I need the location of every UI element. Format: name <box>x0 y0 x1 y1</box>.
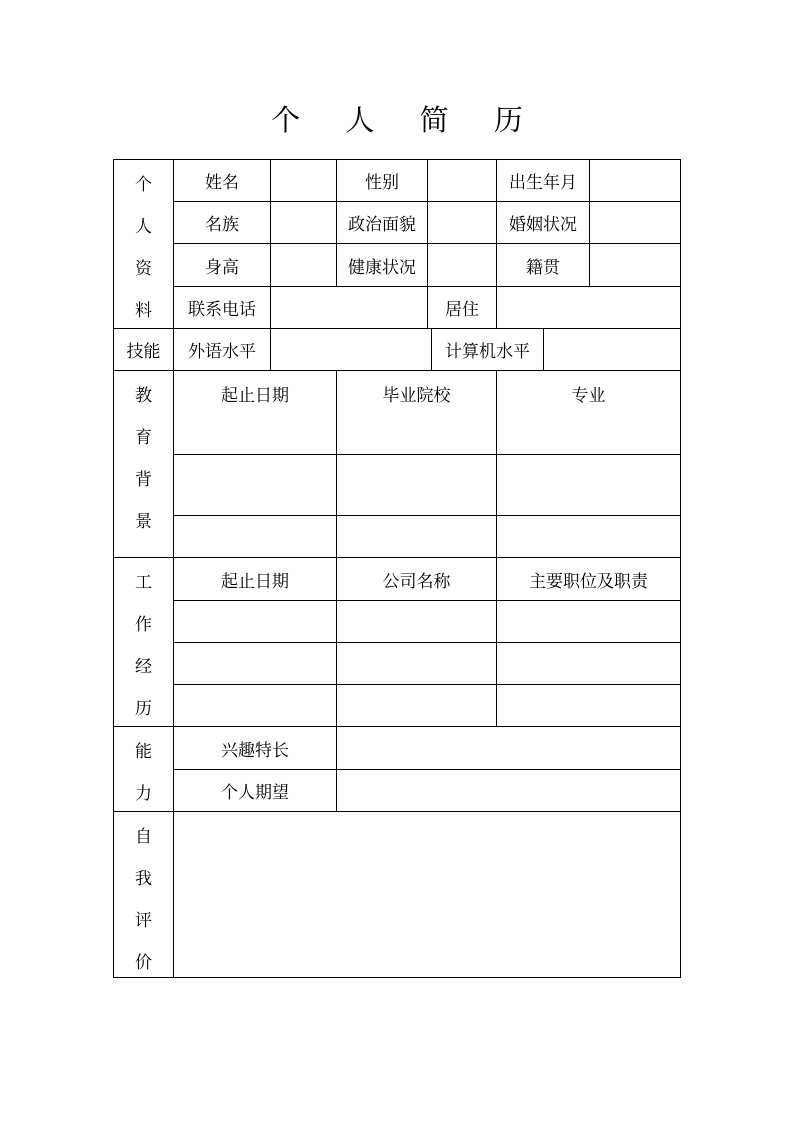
edu-cell[interactable] <box>496 515 681 558</box>
health-label: 健康状况 <box>336 243 428 287</box>
computer-label: 计算机水平 <box>431 328 544 371</box>
work-cell[interactable] <box>496 642 681 685</box>
edu-cell[interactable] <box>336 515 497 558</box>
edu-major-header: 专业 <box>496 370 681 455</box>
char: 力 <box>135 784 152 804</box>
height-label: 身高 <box>173 243 271 287</box>
char: 评 <box>135 911 152 931</box>
marital-label: 婚姻状况 <box>496 201 590 244</box>
edu-cell[interactable] <box>173 515 337 558</box>
work-position-header: 主要职位及职责 <box>496 557 681 601</box>
marital-field[interactable] <box>589 201 681 244</box>
char: 作 <box>135 615 152 635</box>
work-section-label <box>113 557 174 727</box>
edu-cell[interactable] <box>336 454 497 516</box>
self-eval-section-label <box>113 811 174 978</box>
residence-label: 居住 <box>427 286 497 329</box>
computer-field[interactable] <box>543 328 681 371</box>
self-eval-field[interactable] <box>173 811 681 978</box>
phone-field[interactable] <box>270 286 428 329</box>
political-field[interactable] <box>427 201 497 244</box>
char: 教 <box>135 386 152 406</box>
height-field[interactable] <box>270 243 337 287</box>
expectation-label: 个人期望 <box>173 769 337 812</box>
char: 背 <box>135 470 152 490</box>
phone-label: 联系电话 <box>173 286 271 329</box>
work-company-header: 公司名称 <box>336 557 497 601</box>
personal-section-label <box>113 159 174 329</box>
ability-section-label <box>113 726 174 812</box>
work-cell[interactable] <box>496 684 681 727</box>
work-cell[interactable] <box>173 600 337 643</box>
char: 人 <box>135 217 152 237</box>
char: 育 <box>135 428 152 448</box>
char: 历 <box>135 699 152 719</box>
name-field[interactable] <box>270 159 337 202</box>
birth-field[interactable] <box>589 159 681 202</box>
char: 景 <box>135 512 152 532</box>
skills-section-label: 技能 <box>113 328 174 371</box>
edu-dates-header: 起止日期 <box>173 370 337 455</box>
work-cell[interactable] <box>173 642 337 685</box>
char: 自 <box>135 827 152 847</box>
gender-label: 性别 <box>336 159 428 202</box>
expectation-field[interactable] <box>336 769 681 812</box>
edu-cell[interactable] <box>173 454 337 516</box>
native-field[interactable] <box>589 243 681 287</box>
page-title: 个 人 简 历 <box>271 103 541 137</box>
char: 料 <box>135 301 152 321</box>
char: 价 <box>135 953 152 973</box>
edu-cell[interactable] <box>496 454 681 516</box>
ethnicity-label: 名族 <box>173 201 271 244</box>
native-label: 籍贯 <box>496 243 590 287</box>
residence-field[interactable] <box>496 286 681 329</box>
interests-label: 兴趣特长 <box>173 726 337 770</box>
work-cell[interactable] <box>336 642 497 685</box>
work-cell[interactable] <box>336 684 497 727</box>
char: 我 <box>135 869 152 889</box>
education-section-label <box>113 370 174 558</box>
name-label: 姓名 <box>173 159 271 202</box>
work-dates-header: 起止日期 <box>173 557 337 601</box>
char: 能 <box>135 742 152 762</box>
edu-school-header: 毕业院校 <box>336 370 497 455</box>
ethnicity-field[interactable] <box>270 201 337 244</box>
interests-field[interactable] <box>336 726 681 770</box>
gender-field[interactable] <box>427 159 497 202</box>
char: 资 <box>135 259 152 279</box>
political-label: 政治面貌 <box>336 201 428 244</box>
work-cell[interactable] <box>173 684 337 727</box>
work-cell[interactable] <box>336 600 497 643</box>
char: 个 <box>135 175 152 195</box>
language-label: 外语水平 <box>173 328 271 371</box>
health-field[interactable] <box>427 243 497 287</box>
work-cell[interactable] <box>496 600 681 643</box>
language-field[interactable] <box>270 328 432 371</box>
char: 工 <box>135 573 152 593</box>
char: 经 <box>135 657 152 677</box>
birth-label: 出生年月 <box>496 159 590 202</box>
